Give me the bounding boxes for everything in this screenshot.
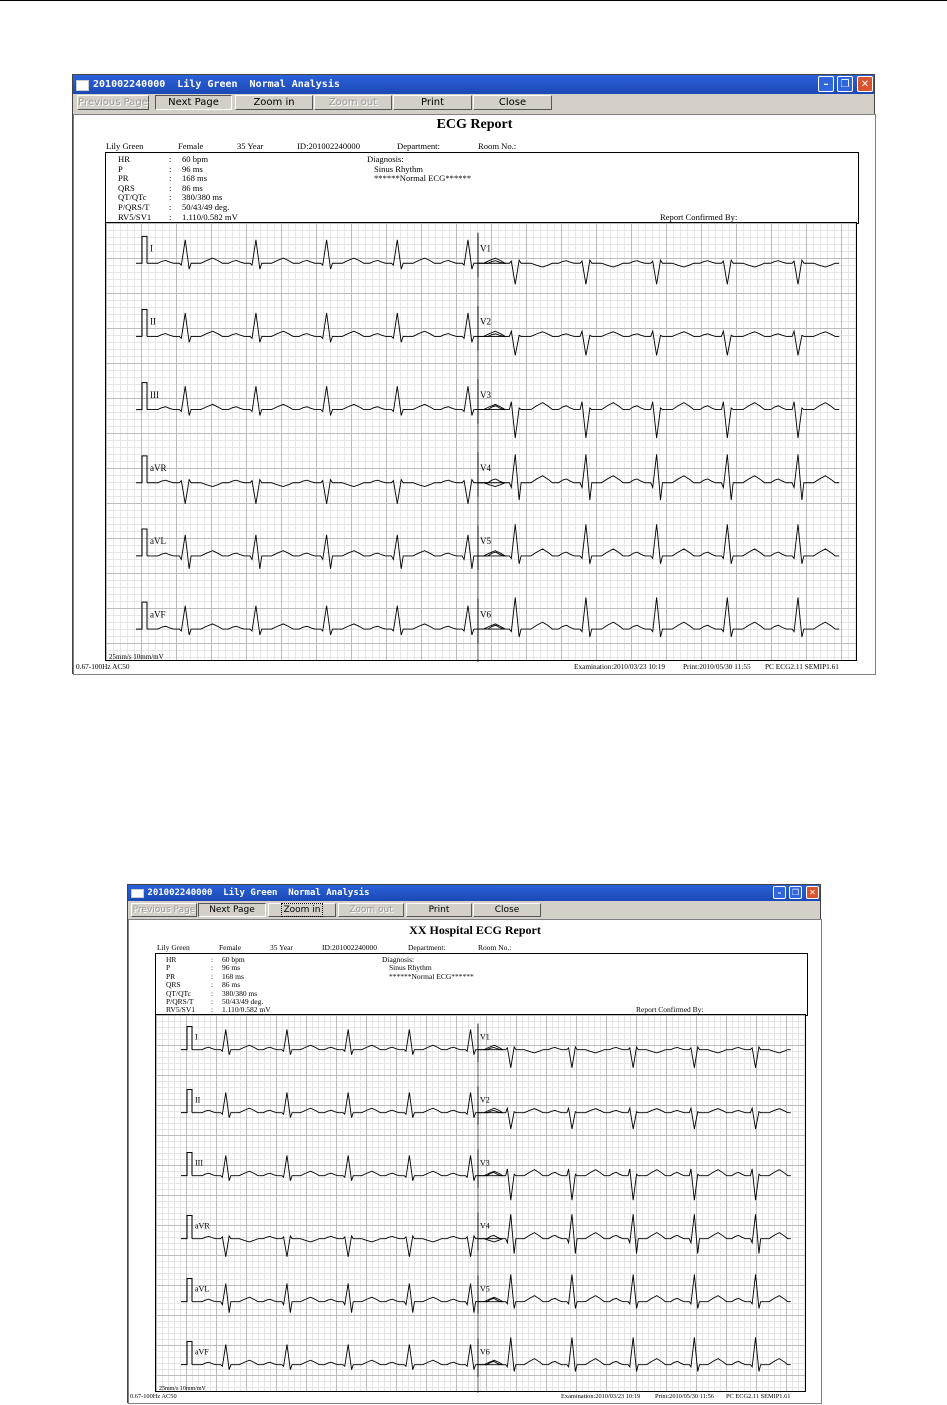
minimize-button[interactable] bbox=[773, 886, 786, 899]
param-value: 86 ms bbox=[222, 980, 241, 990]
close-button[interactable] bbox=[857, 76, 873, 92]
lead-trace bbox=[192, 1155, 503, 1180]
param-label: RV5/SV1 bbox=[118, 211, 152, 222]
patient-id: ID:201002240000 bbox=[297, 141, 361, 151]
examination-time: Examination:2010/03/23 10:19 bbox=[561, 1393, 641, 1400]
param-label: QT/QTc bbox=[118, 192, 147, 203]
close-button[interactable] bbox=[806, 886, 819, 899]
lead-label: V6 bbox=[480, 609, 491, 620]
diagnosis-heading: Diagnosis: bbox=[382, 955, 415, 964]
ecg-traces bbox=[156, 1015, 807, 1393]
patient-name: Lily Green bbox=[106, 141, 144, 151]
lead-trace bbox=[192, 1284, 503, 1313]
print-button[interactable] bbox=[393, 95, 472, 110]
param-label: HR bbox=[118, 154, 130, 164]
zoom-in-button[interactable] bbox=[268, 903, 336, 917]
calibration-pulse bbox=[181, 1341, 192, 1364]
param-label: P bbox=[166, 963, 171, 973]
zoom-out-button[interactable] bbox=[314, 95, 392, 110]
lead-label: V6 bbox=[480, 1347, 490, 1357]
param-label: P bbox=[118, 163, 123, 174]
button-label: Zoom in bbox=[283, 905, 321, 915]
filter-setting: 0.67-100Hz AC50 bbox=[130, 1393, 177, 1400]
patient-id: ID:201002240000 bbox=[322, 943, 377, 952]
lead-trace bbox=[478, 402, 839, 438]
lead-trace bbox=[478, 1337, 791, 1371]
filter-setting: 0.67-100Hz AC50 bbox=[76, 662, 130, 671]
software-version: PC ECG2.11 SEMIP1.61 bbox=[726, 1393, 791, 1400]
lead-trace bbox=[147, 386, 505, 415]
button-label: Next Page bbox=[209, 905, 255, 915]
lead-trace bbox=[192, 1092, 503, 1117]
calibration-pulse bbox=[136, 236, 147, 263]
calibration-pulse bbox=[181, 1215, 192, 1238]
lead-trace bbox=[478, 597, 839, 637]
button-label: Previous Page bbox=[78, 97, 148, 108]
calibration-pulse bbox=[181, 1026, 192, 1049]
lead-label: II bbox=[195, 1095, 201, 1105]
restore-button[interactable] bbox=[789, 886, 802, 899]
minimize-icon: – bbox=[823, 78, 829, 90]
calibration-pulse bbox=[136, 529, 147, 556]
calibration-pulse bbox=[136, 456, 147, 483]
param-value: 168 ms bbox=[222, 971, 244, 981]
minimize-icon: – bbox=[777, 887, 782, 897]
diagnosis-line1: Sinus Rhythm bbox=[389, 963, 432, 973]
lead-label: V4 bbox=[480, 463, 491, 474]
lead-label: aVL bbox=[150, 536, 166, 547]
close-icon: ✕ bbox=[860, 78, 870, 90]
lead-label: aVF bbox=[195, 1347, 209, 1357]
param-value: 60 bpm bbox=[222, 955, 245, 964]
param-colon: : bbox=[169, 173, 172, 184]
restore-icon: ❐ bbox=[840, 78, 850, 90]
lead-label: I bbox=[150, 243, 153, 254]
report-title: ECG Report bbox=[436, 117, 513, 132]
param-label: RV5/SV1 bbox=[166, 1005, 195, 1015]
close-icon: ✕ bbox=[809, 887, 816, 897]
report-title: XX Hospital ECG Report bbox=[409, 923, 541, 937]
param-value: 380/380 ms bbox=[182, 192, 223, 203]
window-title: 201002240000 Lily Green Normal Analysis bbox=[142, 888, 370, 898]
previous-page-button[interactable] bbox=[77, 95, 149, 110]
scale-label: 25mm/s 10mm/mV bbox=[159, 1386, 206, 1392]
page-top-rule bbox=[0, 0, 947, 1]
param-colon: : bbox=[169, 163, 172, 174]
lead-trace bbox=[478, 524, 839, 564]
patient-name: Lily Green bbox=[157, 943, 190, 952]
department-label: Department: bbox=[397, 141, 440, 151]
report-toolbar bbox=[128, 903, 820, 917]
diagnosis-line1: Sinus Rhythm bbox=[374, 163, 423, 174]
lead-label: V5 bbox=[480, 536, 491, 547]
lead-label: V1 bbox=[480, 1032, 490, 1042]
report-toolbar bbox=[73, 95, 874, 110]
param-label: QRS bbox=[166, 980, 181, 990]
param-colon: : bbox=[169, 182, 172, 193]
param-colon: : bbox=[169, 211, 172, 222]
button-label: Zoom out bbox=[328, 97, 378, 108]
close-button[interactable] bbox=[473, 903, 541, 917]
report-confirmed-by: Report Confirmed By: bbox=[660, 211, 738, 222]
button-label: Zoom out bbox=[349, 905, 393, 915]
lead-trace bbox=[147, 313, 505, 342]
patient-sex: Female bbox=[219, 943, 242, 952]
diagnosis-line2: ******Normal ECG****** bbox=[374, 173, 472, 184]
param-value: 86 ms bbox=[182, 182, 203, 193]
lead-label: aVL bbox=[195, 1284, 210, 1294]
param-value: 50/43/49 deg. bbox=[182, 202, 230, 212]
lead-trace bbox=[478, 1169, 791, 1200]
param-value: 60 bpm bbox=[182, 154, 209, 164]
button-label: Print bbox=[420, 97, 444, 108]
button-label: Zoom in bbox=[253, 97, 295, 108]
ecg-report-page[interactable] bbox=[73, 114, 876, 675]
previous-page-button[interactable] bbox=[131, 903, 197, 917]
zoom-in-button[interactable] bbox=[235, 95, 313, 110]
lead-label: aVR bbox=[150, 463, 167, 474]
lead-label: aVR bbox=[195, 1221, 210, 1231]
scale-label: 25mm/s 10mm/mV bbox=[109, 653, 164, 661]
ecg-report-page[interactable] bbox=[128, 919, 822, 1404]
restore-button[interactable] bbox=[837, 76, 853, 92]
calibration-pulse bbox=[181, 1152, 192, 1175]
print-time: Print:2010/05/30 11:56 bbox=[655, 1393, 714, 1400]
lead-label: III bbox=[195, 1158, 203, 1168]
lead-label: aVF bbox=[150, 609, 166, 620]
param-colon: : bbox=[169, 154, 172, 164]
param-value: 96 ms bbox=[182, 163, 203, 174]
lead-trace bbox=[478, 1047, 791, 1068]
param-label: P/QRS/T bbox=[166, 997, 194, 1006]
patient-age: 35 Year bbox=[270, 943, 293, 952]
examination-time: Examination:2010/03/23 10:19 bbox=[574, 662, 666, 671]
calibration-pulse bbox=[136, 602, 147, 629]
patient-sex: Female bbox=[178, 141, 204, 151]
minimize-button[interactable] bbox=[818, 76, 834, 92]
lead-trace bbox=[147, 480, 505, 504]
param-value: 1.110/0.582 mV bbox=[182, 211, 238, 222]
param-colon: : bbox=[211, 1005, 214, 1015]
window-title-bar[interactable] bbox=[73, 75, 874, 94]
lead-trace bbox=[478, 331, 839, 355]
ecg-traces bbox=[106, 223, 858, 662]
param-label: PR bbox=[118, 173, 129, 184]
param-value: 50/43/49 deg. bbox=[222, 997, 264, 1006]
param-colon: : bbox=[211, 971, 214, 981]
calibration-pulse bbox=[136, 383, 147, 410]
ecg-grid bbox=[155, 1014, 806, 1392]
lead-trace bbox=[478, 260, 839, 284]
lead-label: II bbox=[150, 316, 156, 327]
window-title: 201002240000 Lily Green Normal Analysis bbox=[87, 79, 340, 90]
close-button[interactable] bbox=[473, 95, 552, 110]
param-colon: : bbox=[211, 988, 214, 998]
patient-age: 35 Year bbox=[237, 141, 264, 151]
lead-label: III bbox=[150, 389, 159, 400]
print-time: Print:2010/05/30 11:55 bbox=[683, 662, 751, 671]
lead-label: V3 bbox=[480, 389, 491, 400]
param-value: 96 ms bbox=[222, 963, 241, 973]
report-confirmed-by: Report Confirmed By: bbox=[636, 1005, 704, 1015]
lead-trace bbox=[192, 1344, 503, 1369]
zoom-out-button[interactable] bbox=[338, 903, 404, 917]
lead-label: V2 bbox=[480, 1095, 490, 1105]
lead-trace bbox=[192, 1029, 503, 1054]
lead-trace bbox=[147, 606, 505, 635]
param-colon: : bbox=[211, 997, 214, 1006]
diagnosis-heading: Diagnosis: bbox=[367, 154, 404, 164]
lead-trace bbox=[192, 1236, 503, 1257]
lead-label: V1 bbox=[480, 243, 491, 254]
lead-label: V2 bbox=[480, 316, 491, 327]
ecg-window bbox=[72, 74, 875, 674]
lead-trace bbox=[478, 454, 839, 500]
ecg-grid bbox=[105, 222, 857, 661]
restore-icon: ❐ bbox=[791, 887, 800, 897]
lead-trace bbox=[147, 535, 505, 569]
param-value: 380/380 ms bbox=[222, 988, 258, 998]
software-version: PC ECG2.11 SEMIP1.61 bbox=[765, 662, 839, 671]
param-label: HR bbox=[166, 955, 177, 964]
window-title-bar[interactable] bbox=[128, 885, 820, 901]
lead-label: V3 bbox=[480, 1158, 490, 1168]
button-label: Print bbox=[428, 905, 450, 915]
param-label: QRS bbox=[118, 182, 135, 193]
lead-label: V4 bbox=[480, 1221, 490, 1231]
next-page-button[interactable] bbox=[155, 95, 232, 110]
lead-trace bbox=[478, 1214, 791, 1253]
param-label: QT/QTc bbox=[166, 988, 191, 998]
button-label: Next Page bbox=[168, 97, 219, 108]
button-label: Previous Page bbox=[132, 905, 196, 915]
diagnosis-line2: ******Normal ECG****** bbox=[389, 971, 474, 981]
lead-trace bbox=[478, 1274, 791, 1308]
calibration-pulse bbox=[181, 1278, 192, 1301]
calibration-pulse bbox=[136, 309, 147, 336]
next-page-button[interactable] bbox=[198, 903, 266, 917]
lead-label: V5 bbox=[480, 1284, 490, 1294]
print-button[interactable] bbox=[406, 903, 472, 917]
param-colon: : bbox=[211, 963, 214, 973]
lead-trace bbox=[147, 240, 505, 269]
param-label: PR bbox=[166, 971, 176, 981]
button-label: Close bbox=[498, 97, 527, 108]
button-label: Close bbox=[494, 905, 520, 915]
param-colon: : bbox=[169, 202, 172, 212]
calibration-pulse bbox=[181, 1089, 192, 1112]
room-label: Room No.: bbox=[478, 141, 517, 151]
param-colon: : bbox=[169, 192, 172, 203]
lead-label: I bbox=[195, 1032, 198, 1042]
param-value: 1.110/0.582 mV bbox=[222, 1005, 271, 1015]
room-label: Room No.: bbox=[478, 943, 512, 952]
param-value: 168 ms bbox=[182, 173, 208, 184]
department-label: Department: bbox=[408, 943, 446, 952]
lead-trace bbox=[478, 1108, 791, 1129]
param-colon: : bbox=[211, 955, 214, 964]
ecg-window bbox=[127, 884, 821, 1403]
param-label: P/QRS/T bbox=[118, 202, 150, 212]
param-colon: : bbox=[211, 980, 214, 990]
